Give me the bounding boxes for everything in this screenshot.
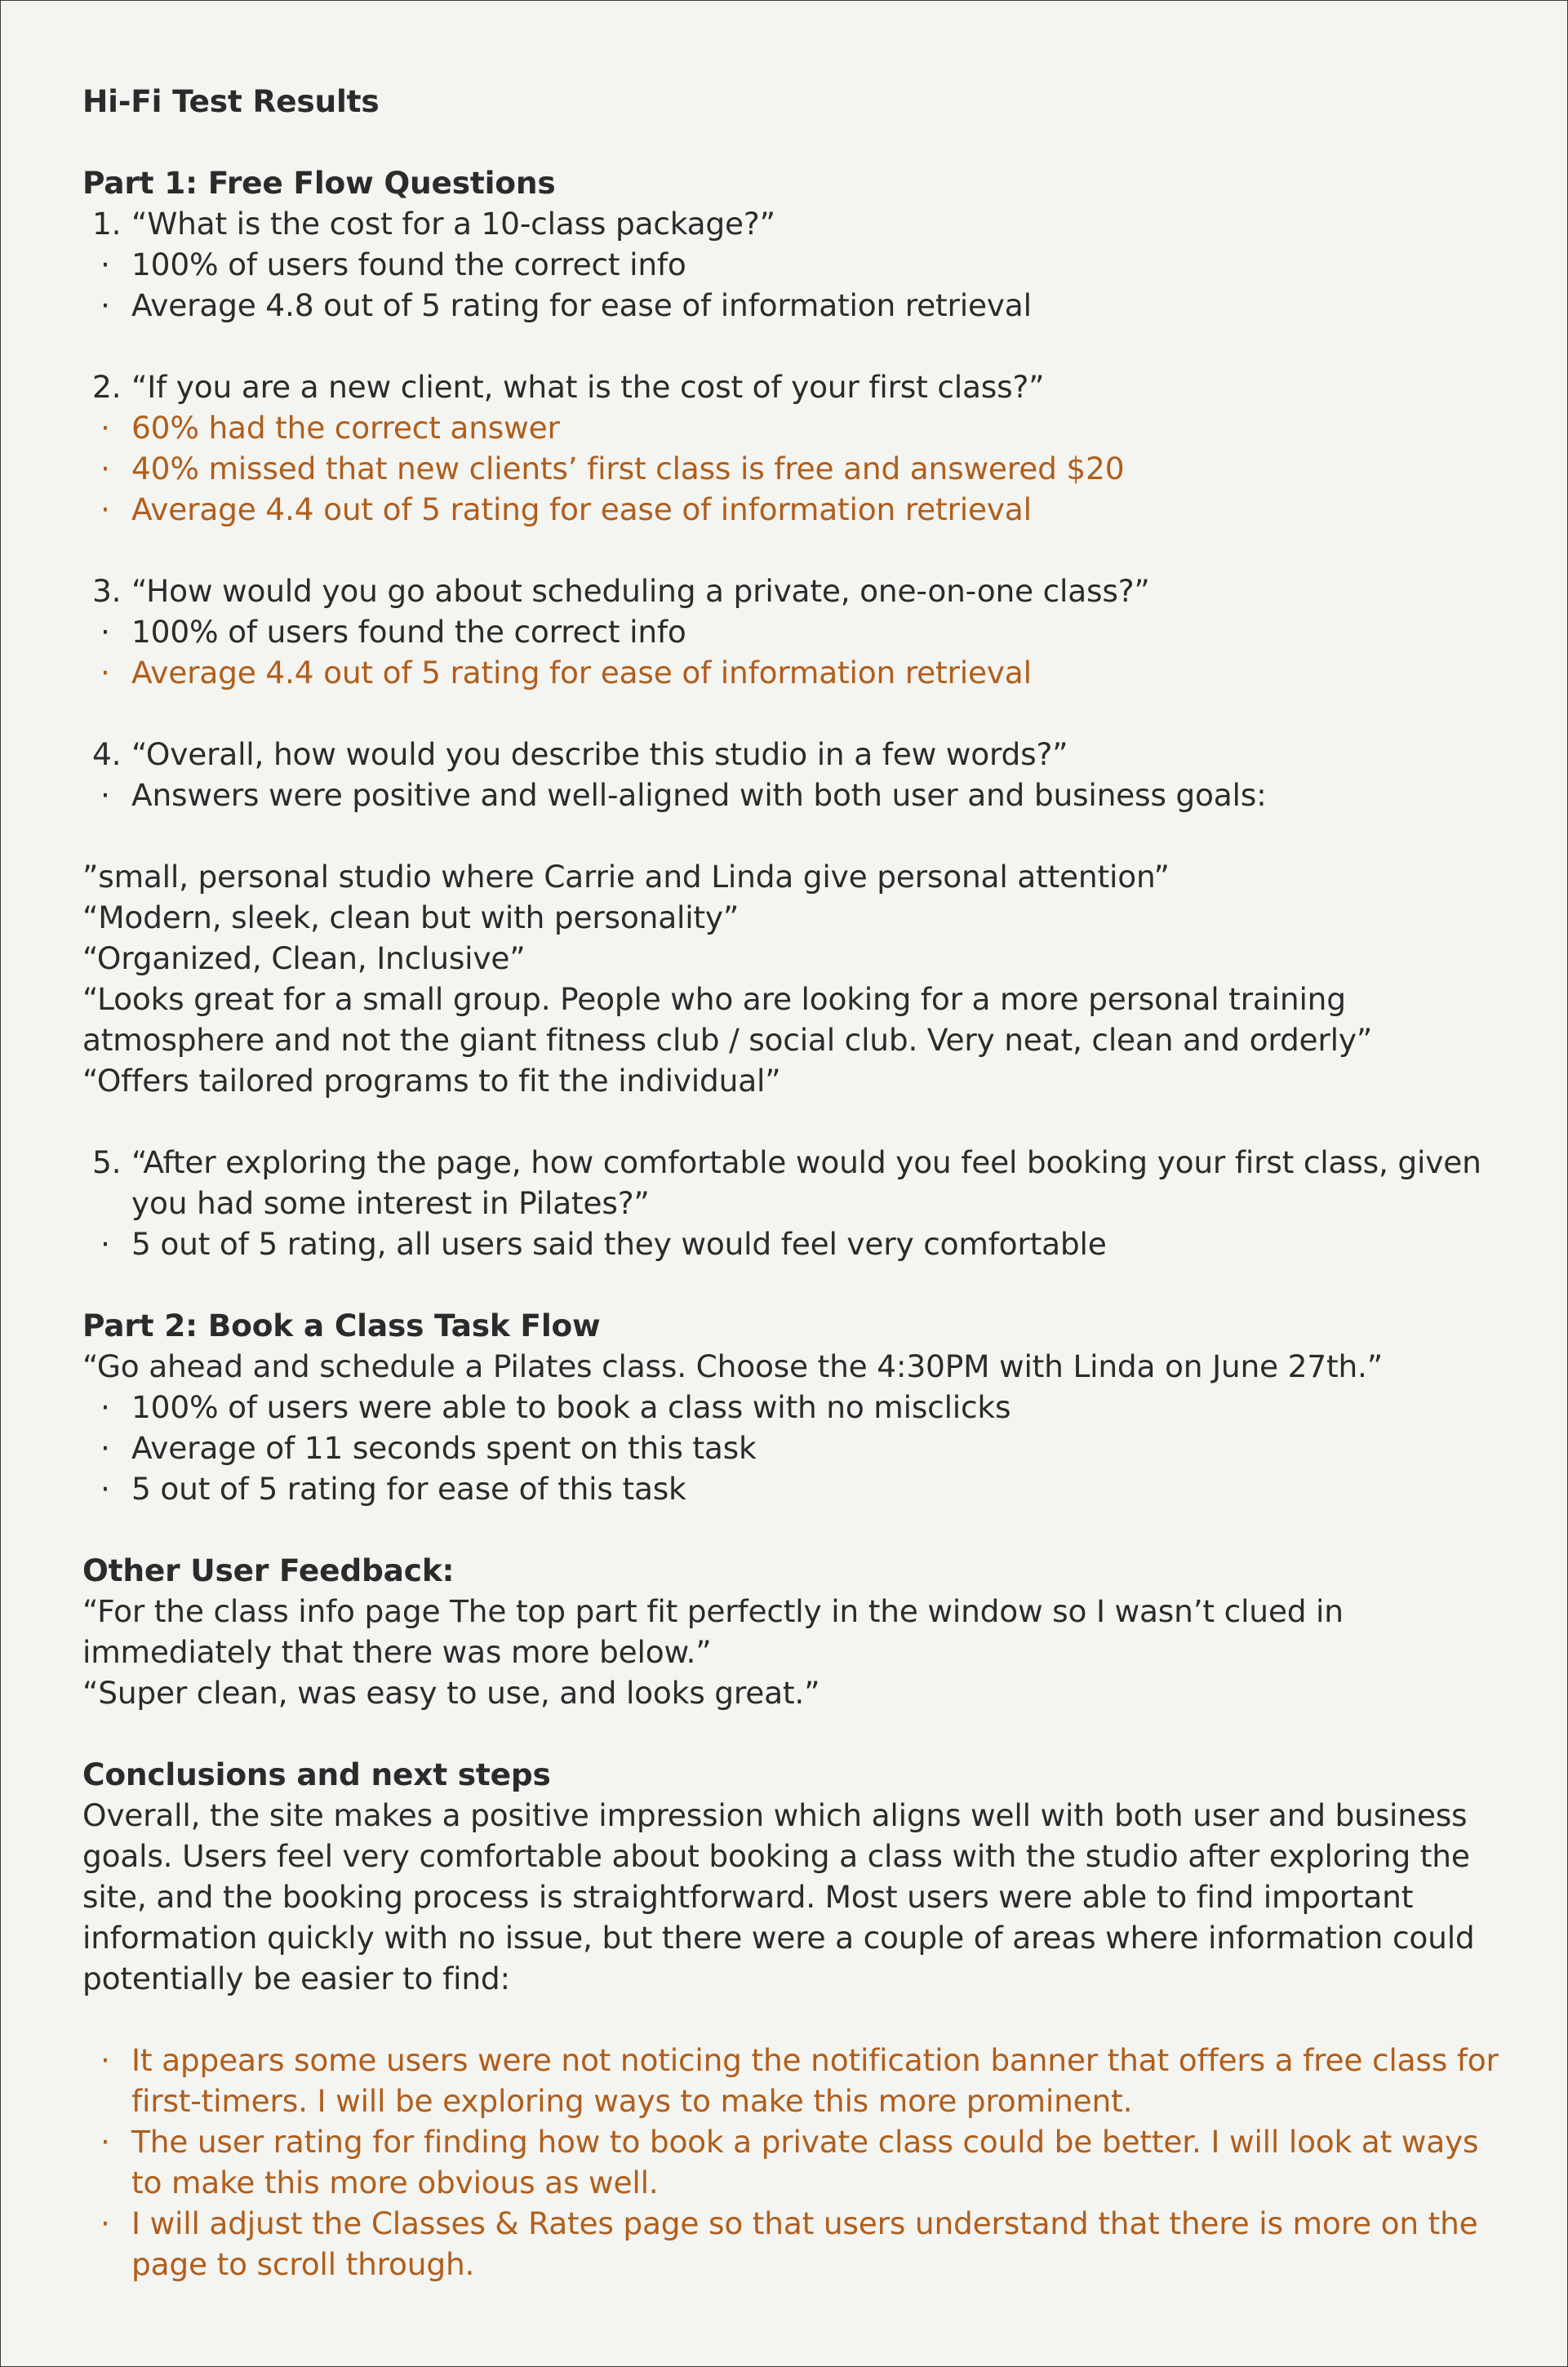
conclusions-heading: Conclusions and next steps <box>82 1756 551 1792</box>
result-text: 100% of users found the correct info <box>131 614 686 650</box>
bullet-icon: · <box>100 451 110 486</box>
list-item <box>82 244 1486 285</box>
question-1 <box>82 203 1486 244</box>
quote: “Organized, Clean, Inclusive” <box>82 940 526 976</box>
result-text: 5 out of 5 rating, all users said they would feel very comfortable <box>131 1226 1107 1262</box>
list-item <box>82 652 1486 693</box>
next-step-text-continued: first-timers. I will be exploring ways to make this more prominent. <box>131 2083 1133 2119</box>
conclusion-line: information quickly with no issue, but there were a couple of areas where information could <box>82 1920 1475 1956</box>
next-step-item <box>82 2121 1486 2162</box>
next-step-item <box>82 2203 1486 2244</box>
feedback-line: immediately that there was more below.” <box>82 1634 712 1670</box>
bullet-icon: · <box>100 1430 110 1466</box>
feedback-line: “Super clean, was easy to use, and looks great.” <box>82 1675 820 1711</box>
feedback-line: “For the class info page The top part fit perfectly in the window so I wasn’t clued in <box>82 1593 1344 1629</box>
result-text: 40% missed that new clients’ first class is free and answered $20 <box>131 451 1125 486</box>
question-text-continued: you had some interest in Pilates?” <box>131 1185 650 1221</box>
question-text: “After exploring the page, how comfortable would you feel booking your first class, given <box>131 1144 1481 1180</box>
bullet-icon: · <box>100 2205 110 2241</box>
quote: “Modern, sleek, clean but with personality” <box>82 899 740 935</box>
question-number: 3. <box>92 573 122 609</box>
list-item <box>82 407 1486 448</box>
list-item <box>82 1468 1486 1509</box>
question-5 <box>82 1142 1486 1183</box>
question-number: 2. <box>92 369 122 405</box>
conclusion-line: potentially be easier to find: <box>82 1961 510 1996</box>
list-item <box>82 448 1486 489</box>
question-2 <box>82 366 1486 407</box>
bullet-icon: · <box>100 246 110 282</box>
result-text: Average 4.8 out of 5 rating for ease of information retrieval <box>131 287 1032 323</box>
next-step-text: I will adjust the Classes & Rates page so that users understand that there is more on the <box>131 2205 1478 2241</box>
part1-heading: Part 1: Free Flow Questions <box>82 165 556 201</box>
quote: ”small, personal studio where Carrie and Linda give personal attention” <box>82 859 1170 895</box>
bullet-icon: · <box>100 410 110 446</box>
list-item <box>82 1223 1486 1264</box>
document-title: Hi-Fi Test Results <box>82 83 380 119</box>
conclusion-line: site, and the booking process is straightforward. Most users were able to find important <box>82 1879 1414 1915</box>
result-text: 60% had the correct answer <box>131 410 560 446</box>
question-number: 4. <box>92 736 122 772</box>
list-item <box>82 611 1486 652</box>
quote: “Offers tailored programs to fit the individual” <box>82 1063 781 1099</box>
question-number: 1. <box>92 206 122 242</box>
quote: “Looks great for a small group. People who are looking for a more personal training <box>82 981 1346 1017</box>
bullet-icon: · <box>100 287 110 323</box>
result-text: 100% of users were able to book a class with no misclicks <box>131 1389 1011 1425</box>
question-text: “What is the cost for a 10-class package?” <box>131 206 775 242</box>
conclusion-line: goals. Users feel very comfortable about booking a class with the studio after exploring the <box>82 1838 1470 1874</box>
result-text: 100% of users found the correct info <box>131 246 686 282</box>
feedback-heading: Other User Feedback: <box>82 1552 455 1588</box>
bullet-icon: · <box>100 655 110 691</box>
bullet-icon: · <box>100 2042 110 2078</box>
next-step-text-continued: page to scroll through. <box>131 2246 475 2282</box>
part2-heading: Part 2: Book a Class Task Flow <box>82 1308 601 1343</box>
question-4 <box>82 734 1486 775</box>
result-text: Average 4.4 out of 5 rating for ease of information retrieval <box>131 491 1032 527</box>
task-prompt: “Go ahead and schedule a Pilates class. Choose the 4:30PM with Linda on June 27th.” <box>82 1348 1383 1384</box>
bullet-icon: · <box>100 1471 110 1507</box>
next-step-text: It appears some users were not noticing the notification banner that offers a free class for <box>131 2042 1499 2078</box>
result-text: 5 out of 5 rating for ease of this task <box>131 1471 686 1507</box>
list-item <box>82 285 1486 326</box>
bullet-icon: · <box>100 2124 110 2160</box>
bullet-icon: · <box>100 1389 110 1425</box>
result-text: Average of 11 seconds spent on this task <box>131 1430 757 1466</box>
conclusion-line: Overall, the site makes a positive impression which aligns well with both user and business <box>82 1797 1468 1833</box>
list-item <box>82 775 1486 815</box>
question-text: “How would you go about scheduling a private, one-on-one class?” <box>131 573 1150 609</box>
bullet-icon: · <box>100 491 110 527</box>
question-text: “Overall, how would you describe this studio in a few words?” <box>131 736 1068 772</box>
question-3 <box>82 571 1486 611</box>
next-step-item <box>82 2040 1499 2081</box>
list-item <box>82 1387 1486 1428</box>
test-results-document <box>82 81 1499 2285</box>
next-step-text: The user rating for finding how to book a private class could be better. I will look at ways <box>131 2124 1479 2160</box>
list-item <box>82 1428 1486 1468</box>
quote: atmosphere and not the giant fitness club / social club. Very neat, clean and orderly” <box>82 1022 1373 1058</box>
bullet-icon: · <box>100 614 110 650</box>
next-step-text-continued: to make this more obvious as well. <box>131 2165 659 2200</box>
list-item <box>82 489 1486 530</box>
bullet-icon: · <box>100 777 110 813</box>
result-text: Answers were positive and well-aligned with both user and business goals: <box>131 777 1267 813</box>
bullet-icon: · <box>100 1226 110 1262</box>
result-text: Average 4.4 out of 5 rating for ease of information retrieval <box>131 655 1032 691</box>
question-number: 5. <box>92 1144 122 1180</box>
question-text: “If you are a new client, what is the cost of your first class?” <box>131 369 1045 405</box>
